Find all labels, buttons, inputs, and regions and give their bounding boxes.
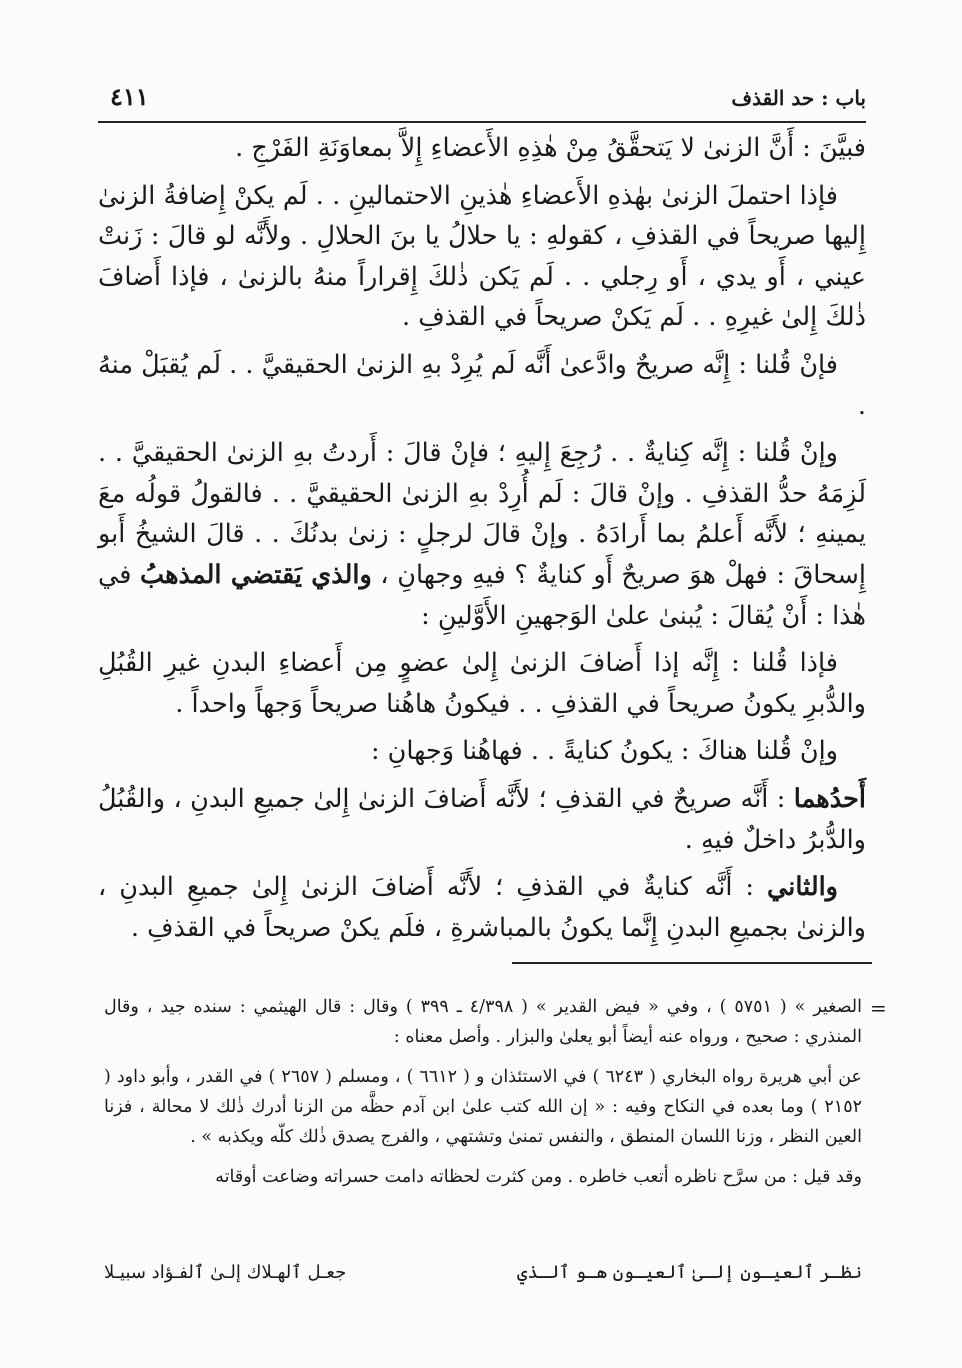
verse-first-hemistich: نظـر ٱلعيـون إلـىٰ ٱلعيـون هـو ٱلـذي xyxy=(516,1262,862,1283)
paragraph-text: : أَنَّه صريحٌ في القذفِ ؛ لأَنَّه أَضافَ الزنىٰ إِلىٰ جميعِ البدنِ ، والقُبُلُ والدُّبرُ داخلٌ فيهِ . xyxy=(98,783,866,855)
paragraph xyxy=(98,433,866,636)
footnote: الصغير » ( ٥٧٥١ ) ، وفي « فيض القدير » ( ٤/٣٩٨ ـ ٣٩٩ ) وقال : قال الهيثمي : سنده جيد ، وقال المنذري : صحيح ، ورواه عنه أيضاً أبو يعلىٰ والبزار . وأصل معناه : xyxy=(104,997,862,1047)
paragraph: فإنْ قُلنا : إِنَّه صريحٌ وادَّعىٰ أَنَّه لَم يُرِدْ بهِ الزنىٰ الحقيقيَّ . . لَم يُقبَلْ منهُ . xyxy=(98,349,866,421)
bold-term: أَحدُهما xyxy=(793,783,866,814)
paragraph: فإذا احتملَ الزنىٰ بهٰذهِ الأَعضاءِ هٰذينِ الاحتمالينِ . . لَم يكنْ إِضافةُ الزنىٰ إِليها صريحاً في القذفِ ، كقولهِ : يا حلالُ يا بنَ الحلالِ . ولأَنَّه لو قالَ : زَنتْ عيني ، أَو يدي ، أَو رِجلي . . لَم يَكن ذٰلكَ إِقراراً منهُ بالزنىٰ ، فإذا أَضافَ ذٰلكَ إِلىٰ غيرِهِ . . لَم يَكنْ صريحاً في القذفِ . xyxy=(98,180,866,333)
paragraph: فإذا قُلنا : إِنَّه إذا أَضافَ الزنىٰ إِلىٰ عضوٍ مِن أَعضاءِ البدنِ غيرِ القُبُلِ والدُّبرِ يكونُ صريحاً في القذفِ . . فيكونُ هاهُنا صريحاً وَجهاً واحداً . xyxy=(98,648,866,719)
paragraph xyxy=(98,867,866,948)
paragraph-text: وإنْ قُلنا : إِنَّه كِنايةٌ . . رُجِعَ إِليهِ ؛ فإنْ قالَ : أَردتُ بهِ الزنىٰ الحقيقيَّ . . لَزِمَهُ حدُّ القذفِ . وإنْ قالَ : لَم أُرِدْ بهِ الزنىٰ الحقيقيَّ . . فالقولُ قولُه معَ يمينهِ ؛ لأَنَّه أَعلمُ بما أَرادَهُ . وإنْ قالَ لرجلٍ : زنىٰ بدنُكَ . . قالَ الشيخُ أَبو إِسحاقَ : فهلْ هوَ صريحٌ أَو كنايةٌ ؟ فيهِ وجهانِ ، xyxy=(98,438,866,590)
paragraph-text: : أَنَّه كنايةٌ في القذفِ ؛ لأَنَّه أَضافَ الزنىٰ إِلىٰ جميعِ البدنِ ، والزنىٰ بجميعِ البدنِ إِنَّما يكونُ بالمباشرةِ ، فلَم يكنْ صريحاً في القذفِ . xyxy=(98,872,866,943)
page-header xyxy=(98,78,866,116)
page-number: ٤١١ xyxy=(110,82,149,111)
verse-second-hemistich: جعـل ٱلهـلاك إلـىٰ ٱلفـؤاد سبيـلا xyxy=(104,1262,347,1283)
main-text xyxy=(98,128,866,955)
paragraph xyxy=(98,779,866,860)
paragraph: فبيَّنَ : أَنَّ الزنىٰ لا يَتحقَّقُ مِنْ هٰذِهِ الأَعضاءِ إِلاَّ بمعاوَنَةِ الفَرْجِ . xyxy=(235,133,866,163)
paragraph-text: في هٰذا : أَنْ يُقالَ : يُبنىٰ علىٰ الوَجهينِ الأَوَّلينِ : xyxy=(98,559,866,631)
footnote: وقد قيل : من سرَّح ناظره أتعب خاطره . ومن كثرت لحظاته دامت حسراته وضاعت أوقاته xyxy=(215,1167,862,1187)
footnotes xyxy=(104,992,862,1202)
paragraph: وإنْ قُلنا هناكَ : يكونُ كنايةً . . فهاهُنا وَجهانِ : xyxy=(370,736,838,767)
chapter-title: باب : حد القذف xyxy=(731,86,866,110)
header-rule xyxy=(98,121,866,123)
footnote-rule xyxy=(512,962,872,964)
poetry-verse xyxy=(104,1262,862,1283)
bold-term: والثاني xyxy=(767,872,838,903)
footnote-continuation-mark: = xyxy=(870,996,887,1020)
footnote: عن أبي هريرة رواه البخاري ( ٦٢٤٣ ) في الاستئذان و ( ٦٦١٢ ) ، ومسلم ( ٢٦٥٧ ) في القدر ، وأبو داود ( ٢١٥٢ ) وما بعده في النكاح وفيه : « إن الله كتب علىٰ ابن آدم حظَّه من الزنا أدرك ذٰلك لا محالة ، فزنا العين النظر ، وزنا اللسان المنطق ، والنفس تمنىٰ وتشتهي ، والفرج يصدق ذٰلك كلّه ويكذبه » . xyxy=(104,1067,862,1147)
bold-phrase: والذي يَقتضي المذهبُ xyxy=(140,559,372,590)
